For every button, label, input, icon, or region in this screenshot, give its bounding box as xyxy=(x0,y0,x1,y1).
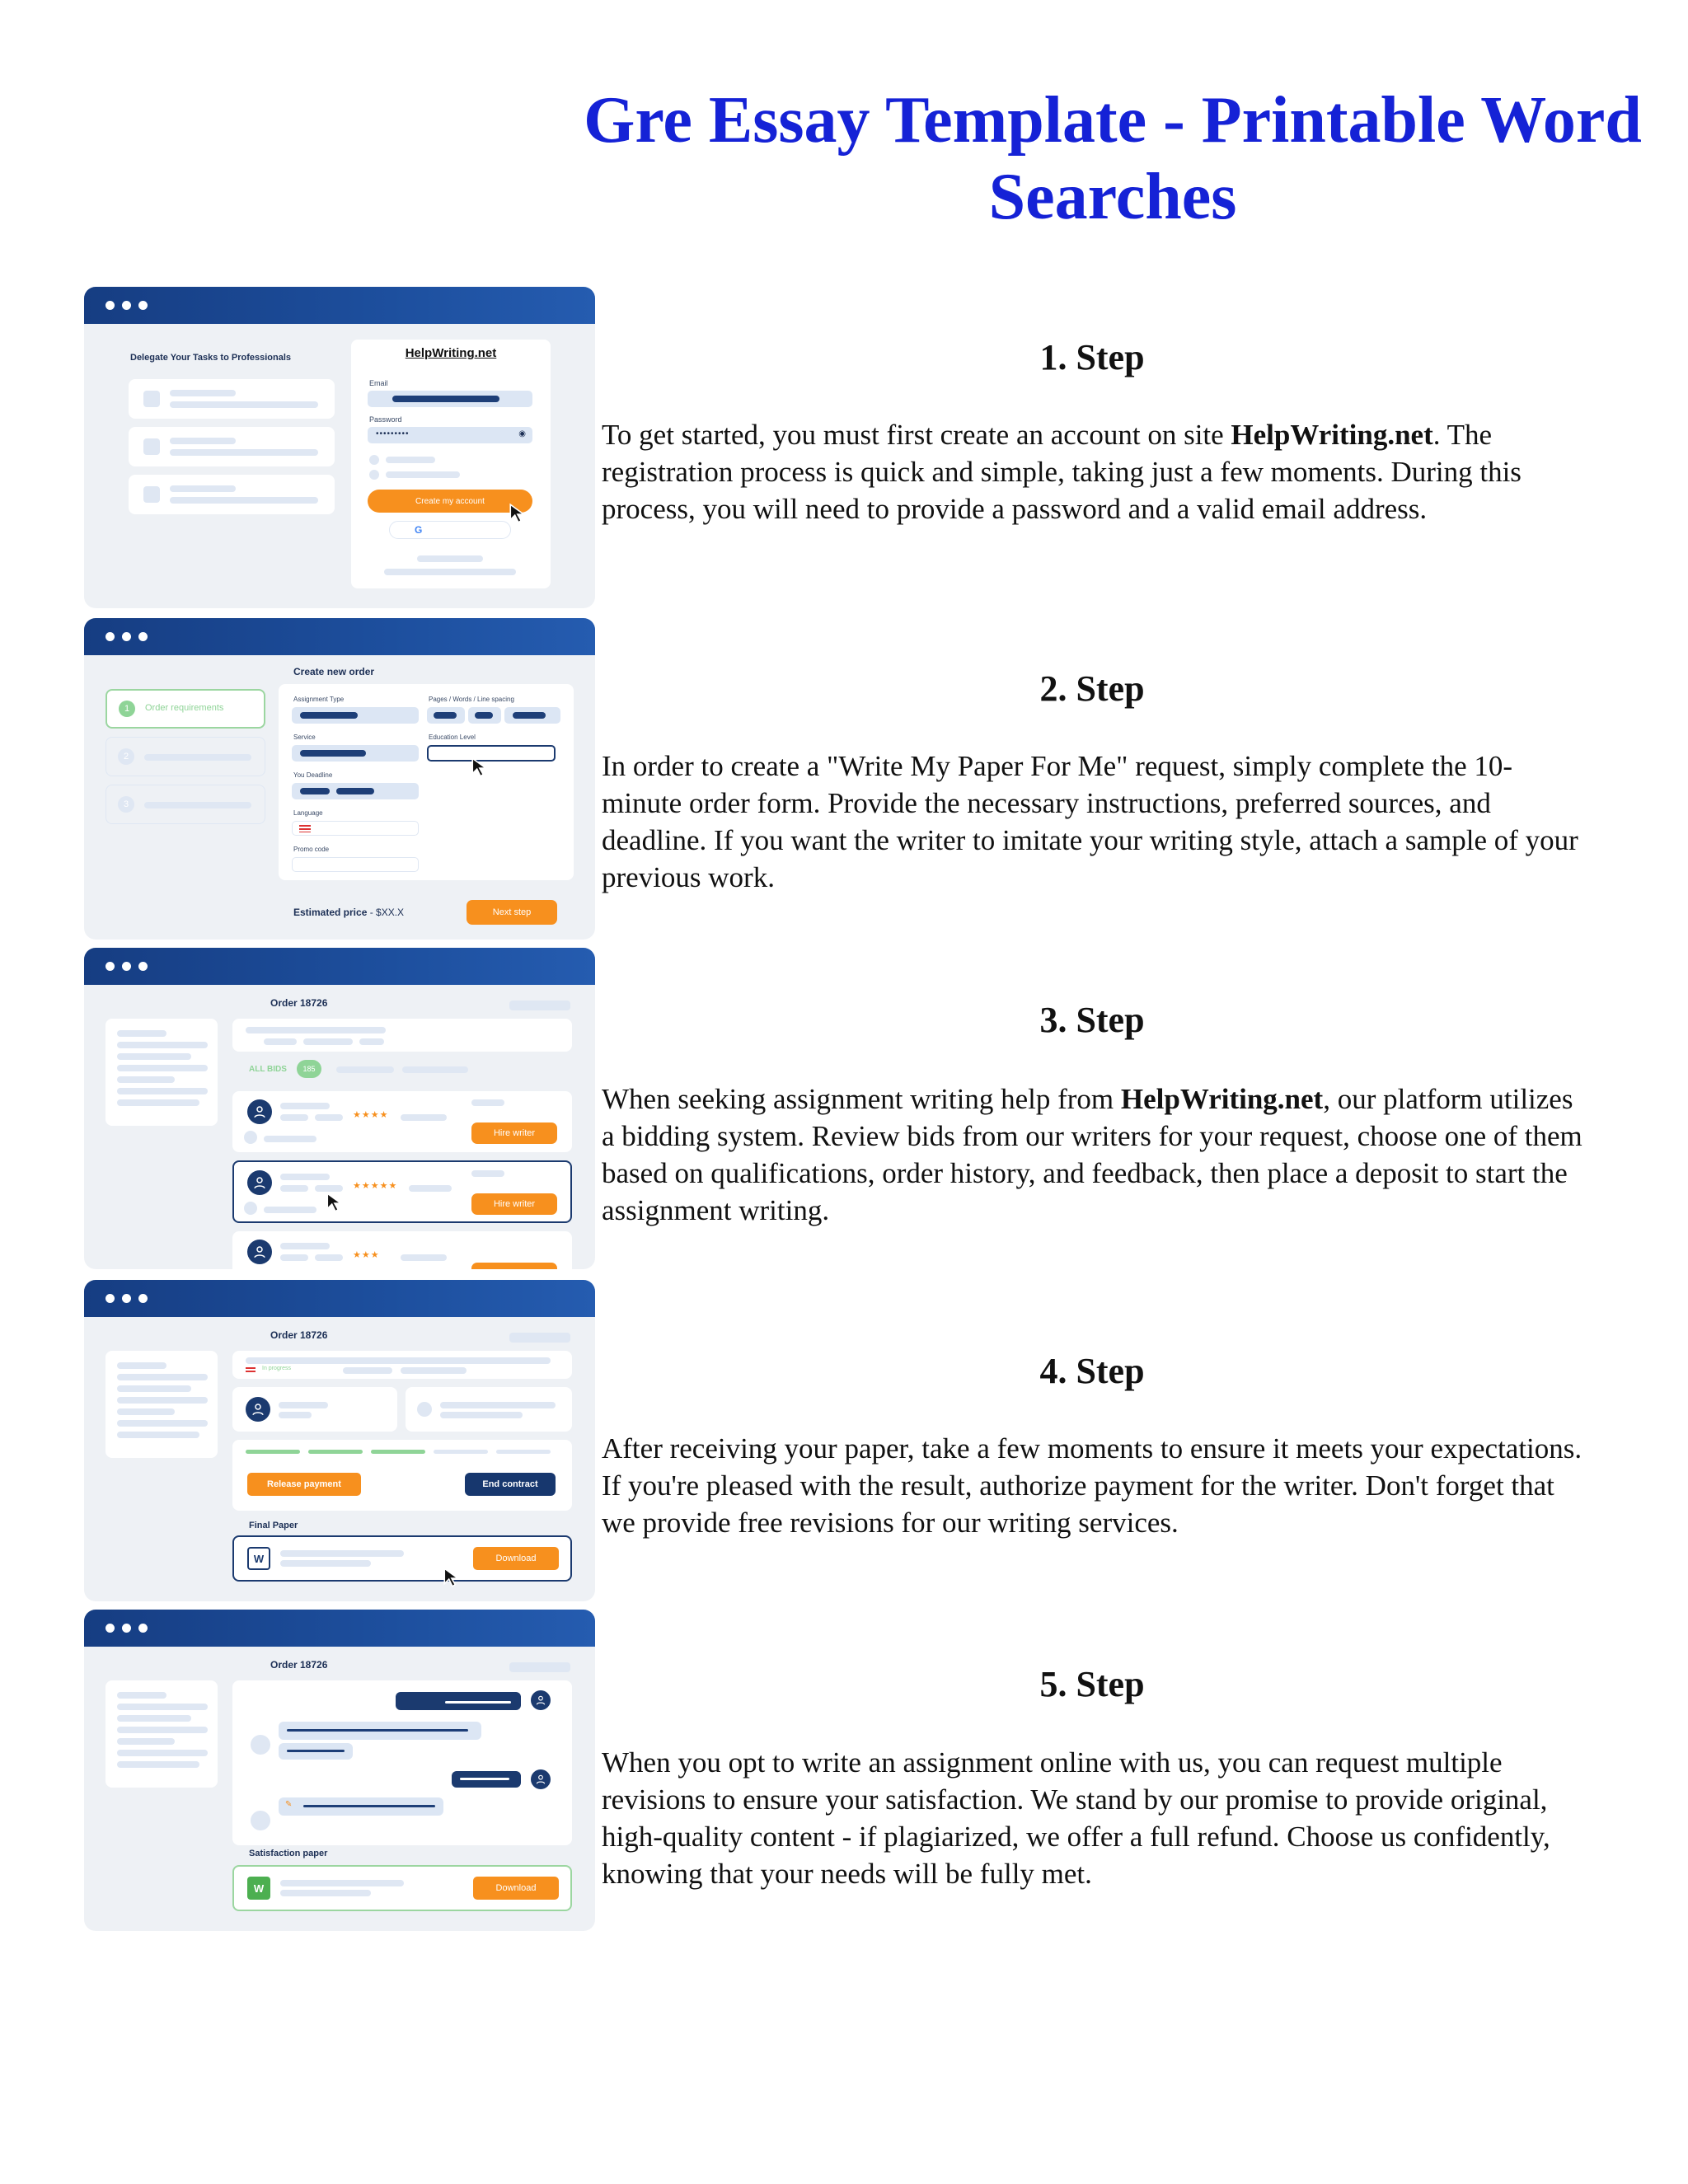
signup-heading: Delegate Your Tasks to Professionals xyxy=(130,353,292,363)
chat-message-incoming xyxy=(279,1722,481,1740)
step-number: 3 xyxy=(118,796,134,813)
bid-card[interactable] xyxy=(232,1231,572,1269)
us-flag-icon xyxy=(299,825,311,832)
window-dot-icon xyxy=(138,962,148,971)
email-field[interactable] xyxy=(368,391,532,407)
window-dot-icon xyxy=(106,1294,115,1303)
rating-stars: ★★★★★ xyxy=(353,1181,398,1191)
chat-message-incoming xyxy=(279,1743,353,1760)
status-label: In progress xyxy=(262,1366,292,1371)
step-2-heading: 2. Step xyxy=(1039,668,1145,709)
promo-label: Promo code xyxy=(293,846,330,853)
writer-avatar-icon xyxy=(246,1397,270,1422)
bid-card-selected[interactable] xyxy=(232,1160,572,1223)
google-signin-button[interactable] xyxy=(389,521,511,539)
order-sidebar xyxy=(106,1351,218,1458)
google-icon: G xyxy=(415,524,423,536)
cursor-icon xyxy=(442,1567,463,1588)
hire-writer-button[interactable] xyxy=(471,1263,557,1269)
brand-name: HelpWriting.net xyxy=(1120,1083,1324,1115)
step-1-heading: 1. Step xyxy=(1039,337,1145,377)
order-sidebar xyxy=(106,1019,218,1126)
window-dot-icon xyxy=(106,1624,115,1633)
chat-message-outgoing xyxy=(396,1692,521,1710)
window-titlebar xyxy=(84,948,595,985)
window-dot-icon xyxy=(138,632,148,641)
education-label: Education Level xyxy=(429,733,476,741)
window-dot-icon xyxy=(106,962,115,971)
order-sidebar xyxy=(106,1680,218,1788)
step-3-text: When seeking assignment writing help from HelpWriting.net, our platform utilizes a bidding system. Review bids from our writers for your request, choose one of them based on qualifications, order history, and feedback, then place a deposit to start the assignment writing. xyxy=(602,1083,1582,1226)
writer-avatar-icon xyxy=(247,1099,272,1124)
cursor-icon xyxy=(325,1192,346,1213)
task-card xyxy=(129,379,335,419)
step-4-text: After receiving your paper, take a few moments to ensure it meets your expectations. If you're pleased with the result, authorize payment for the writer. Don't forget that we provide free revisions for our writing services. xyxy=(602,1432,1582,1539)
step-5-heading: 5. Step xyxy=(1039,1664,1145,1704)
download-button[interactable]: Download xyxy=(473,1877,559,1900)
price-label: Estimated price xyxy=(293,907,368,918)
progress-segment xyxy=(371,1450,425,1454)
writer-avatar-icon xyxy=(247,1240,272,1264)
us-flag-icon xyxy=(246,1367,256,1373)
writer-card xyxy=(232,1387,397,1432)
order-form-heading: Create new order xyxy=(293,666,375,677)
sidebar-step-order-requirements[interactable] xyxy=(106,689,265,729)
cursor-icon xyxy=(508,503,529,524)
hire-writer-button[interactable]: Hire writer xyxy=(471,1193,557,1215)
progress-segment xyxy=(246,1450,300,1454)
sidebar-step[interactable] xyxy=(106,737,265,776)
window-titlebar xyxy=(84,287,595,324)
signup-form xyxy=(351,340,551,588)
window-dot-icon xyxy=(138,1294,148,1303)
step-2-text: In order to create a "Write My Paper For Me" request, simply complete the 10-minute order form. Provide the necessary instructions, preferred sources, and deadline. If you want the writer to imitate your writing style, attach a sample of your previous work. xyxy=(602,750,1578,893)
payment-card xyxy=(232,1440,572,1511)
step-5-text: When you opt to write an assignment online with us, you can request multiple revisions to ensure your satisfaction. We stand by our promise to provide original, high-quality content - if plagiarized, we offer a full refund. Choose us confidently, knowing that your needs will be fully met. xyxy=(602,1746,1550,1890)
writer-avatar-icon xyxy=(247,1170,272,1195)
password-mask: ••••••••• xyxy=(376,429,410,438)
all-bids-label: ALL BIDS xyxy=(249,1065,287,1074)
signup-brand: HelpWriting.net xyxy=(405,346,497,360)
window-dot-icon xyxy=(122,632,131,641)
promo-code-input[interactable] xyxy=(292,857,419,872)
window-titlebar xyxy=(84,1280,595,1317)
writer-avatar-icon xyxy=(531,1690,551,1710)
page-title: Gre Essay Template - Printable Word Searches xyxy=(584,84,1642,233)
release-payment-button[interactable]: Release payment xyxy=(247,1473,361,1496)
service-select[interactable] xyxy=(292,745,419,762)
window-dot-icon xyxy=(106,301,115,310)
password-label: Password xyxy=(369,415,402,424)
eye-icon[interactable]: ◉ xyxy=(518,429,526,438)
signup-mockup xyxy=(84,287,595,608)
final-paper-card xyxy=(232,1535,572,1582)
customer-avatar-icon xyxy=(251,1735,270,1755)
order-title: Order 18726 xyxy=(270,997,328,1009)
bids-mockup xyxy=(84,948,595,1269)
cursor-icon xyxy=(470,757,491,778)
service-label: Service xyxy=(293,733,316,741)
download-button[interactable]: Download xyxy=(473,1547,559,1570)
window-dot-icon xyxy=(106,632,115,641)
progress-segment xyxy=(496,1450,551,1454)
window-titlebar xyxy=(84,618,595,655)
chat-message-incoming xyxy=(279,1797,443,1816)
satisfaction-paper-card xyxy=(232,1865,572,1911)
task-card xyxy=(129,427,335,466)
email-label: Email xyxy=(369,379,388,387)
customer-avatar-icon xyxy=(251,1811,270,1830)
order-form-mockup xyxy=(84,618,595,940)
next-step-button[interactable]: Next step xyxy=(467,900,557,925)
pages-words-label: Pages / Words / Line spacing xyxy=(429,696,514,703)
step-3-heading: 3. Step xyxy=(1039,1000,1145,1040)
window-dot-icon xyxy=(122,1624,131,1633)
window-titlebar xyxy=(84,1610,595,1647)
password-field[interactable] xyxy=(368,427,532,443)
customer-card xyxy=(406,1387,572,1432)
assignment-type-select[interactable] xyxy=(292,707,419,724)
end-contract-button[interactable]: End contract xyxy=(465,1473,556,1496)
window-dot-icon xyxy=(122,301,131,310)
word-doc-icon: W xyxy=(247,1547,270,1570)
order-summary xyxy=(232,1351,572,1379)
rating-stars: ★★★ xyxy=(353,1250,380,1260)
order-form-card xyxy=(279,684,574,880)
deadline-input[interactable] xyxy=(292,783,419,799)
progress-segment xyxy=(308,1450,363,1454)
window-dot-icon xyxy=(122,962,131,971)
order-title: Order 18726 xyxy=(270,1659,328,1671)
language-select[interactable] xyxy=(292,821,419,836)
education-level-select[interactable] xyxy=(427,745,556,762)
order-title: Order 18726 xyxy=(270,1329,328,1341)
step-4-heading: 4. Step xyxy=(1039,1351,1145,1391)
chat-message-outgoing xyxy=(452,1771,521,1788)
chat-mockup xyxy=(84,1610,595,1931)
brand-name: HelpWriting.net xyxy=(1231,419,1433,451)
step-label: Order requirements xyxy=(145,703,224,713)
assignment-type-label: Assignment Type xyxy=(293,696,345,703)
task-card xyxy=(129,475,335,514)
step-number: 2 xyxy=(118,748,134,765)
writer-avatar-icon xyxy=(531,1769,551,1789)
hire-writer-button[interactable]: Hire writer xyxy=(471,1122,557,1144)
rating-stars: ★★★★ xyxy=(353,1110,389,1120)
bid-count-badge: 185 xyxy=(297,1060,321,1078)
progress-mockup xyxy=(84,1280,595,1601)
estimated-price xyxy=(293,907,404,918)
sidebar-step[interactable] xyxy=(106,785,265,824)
satisfaction-paper-label: Satisfaction paper xyxy=(249,1849,328,1858)
pages-input[interactable] xyxy=(427,707,465,724)
step-number: 1 xyxy=(119,701,135,717)
step-1-text: To get started, you must first create an account on site HelpWriting.net. The registration process is quick and simple, taking just a few moments. During this process, you will need to provide a password and a valid email address. xyxy=(602,419,1522,525)
create-account-button[interactable]: Create my account xyxy=(368,490,532,513)
words-input[interactable] xyxy=(468,707,501,724)
bid-card[interactable] xyxy=(232,1091,572,1152)
progress-segment xyxy=(434,1450,488,1454)
price-value: - $XX.X xyxy=(367,907,405,918)
language-label: Language xyxy=(293,809,323,817)
window-dot-icon xyxy=(122,1294,131,1303)
final-paper-label: Final Paper xyxy=(249,1521,298,1530)
window-dot-icon xyxy=(138,1624,148,1633)
order-summary xyxy=(232,1019,572,1052)
doc-file-icon: W xyxy=(247,1877,270,1900)
chat-panel xyxy=(232,1680,572,1845)
spacing-input[interactable] xyxy=(504,707,560,724)
window-dot-icon xyxy=(138,301,148,310)
attachment-icon: ✎ xyxy=(285,1800,293,1809)
deadline-label: You Deadline xyxy=(293,771,333,779)
